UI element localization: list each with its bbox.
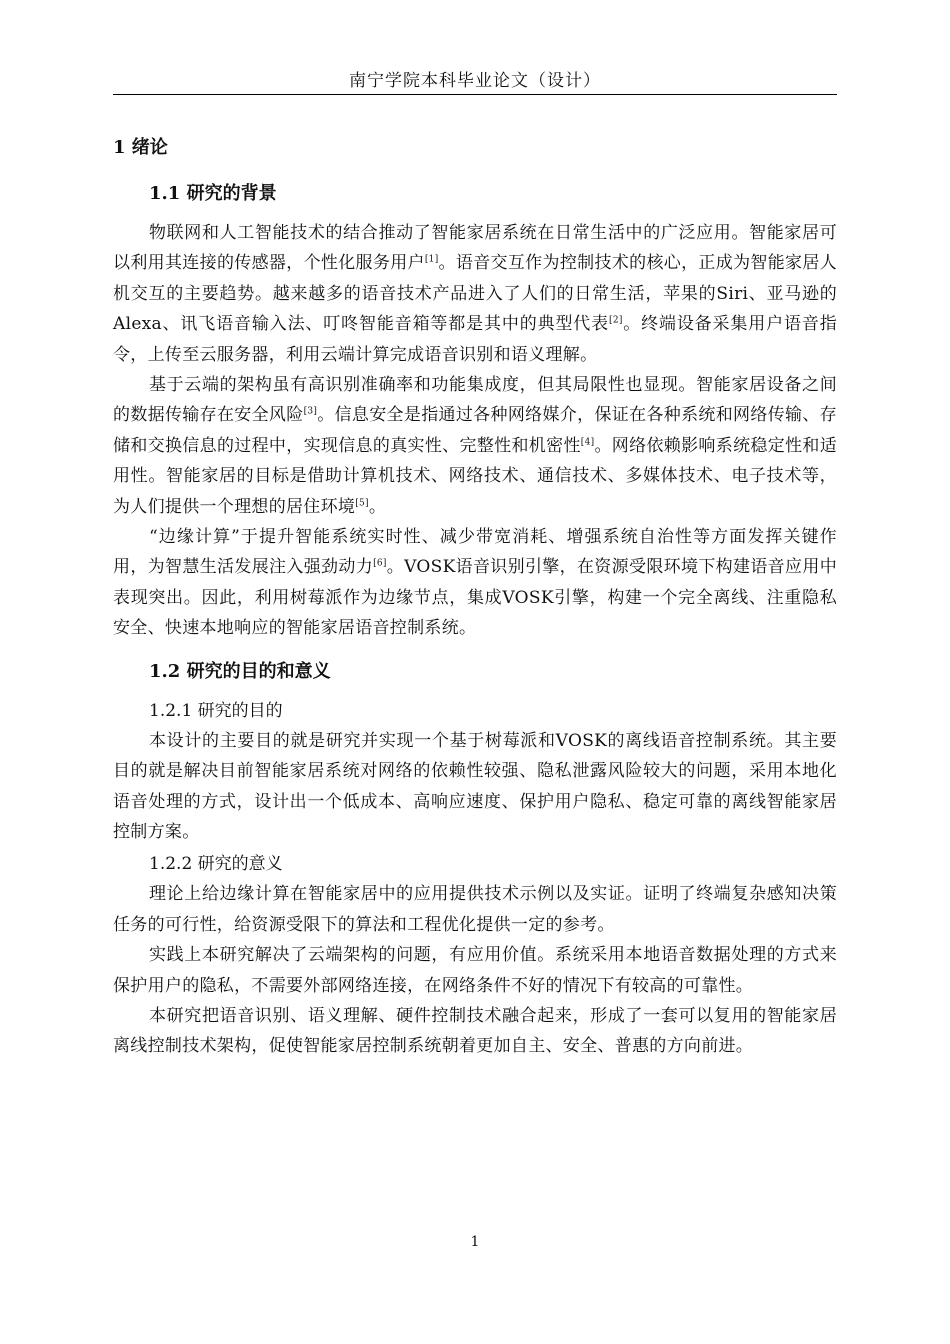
subsection-title-1-2-2: 1.2.2 研究的意义: [149, 854, 283, 875]
header-rule: [113, 94, 837, 95]
paragraph-significance-2: 实践上本研究解决了云端架构的问题，有应用价值。系统采用本地语音数据处理的方式来保护用户的隐私，不需要外部网络连接，在网络条件不好的情况下有较高的可靠性。: [113, 945, 837, 996]
para-text: 。终端设备采集用户语音指令，上传至云服务器，利用云端计算完成语音识别和语义理解。: [113, 314, 837, 365]
subsection-title-1-2-1: 1.2.1 研究的目的: [149, 700, 283, 721]
running-header: 南宁学院本科毕业论文（设计）: [349, 71, 601, 91]
para-text: 。语音交互作为控制技术的核心，正成为智能家居人机交互的主要趋势。越来越多的语音技术产品进入了人们的日常生活，苹果的Siri、亚马逊的Alexa、讯飞语音输入法、叮咚智能音箱等都是其中的典型代表: [113, 253, 837, 335]
paragraph-background-1: [113, 218, 837, 370]
citation-3: [3]: [303, 406, 318, 417]
citation-4: [4]: [580, 437, 595, 448]
para-text: 物联网和人工智能技术的结合推动了智能家居系统在日常生活中的广泛应用。智能家居可以利用其连接的传感器，个性化服务用户: [113, 223, 837, 274]
para-text: 。VOSK语音识别引擎，在资源受限环境下构建语音应用中表现突出。因此，利用树莓派作为边缘节点，集成VOSK引擎，构建一个完全离线、注重隐私安全、快速本地响应的智能家居语音控制系统。: [113, 557, 837, 639]
citation-1: [1]: [424, 254, 439, 265]
para-text: “边缘计算”于提升智能系统实时性、减少带宽消耗、增强系统自治性等方面发挥关键作用，为智慧生活发展注入强劲动力: [113, 527, 837, 578]
para-text: 。: [368, 496, 387, 517]
section-title-1-2: 1.2 研究的目的和意义: [149, 660, 331, 682]
para-text: 基于云端的架构虽有高识别准确率和功能集成度，但其局限性也显现。智能家居设备之间的数据传输存在安全风险: [113, 375, 837, 426]
paragraph-significance-3: 本研究把语音识别、语义理解、硬件控制技术融合起来，形成了一套可以复用的智能家居离线控制技术架构，促使智能家居控制系统朝着更加自主、安全、普惠的方向前进。: [113, 1005, 837, 1057]
paragraph-significance-1: 理论上给边缘计算在智能家居中的应用提供技术示例以及实证。证明了终端复杂感知决策任务的可行性，给资源受限下的算法和工程优化提供一定的参考。: [113, 884, 837, 935]
citation-6: [6]: [373, 558, 387, 569]
page-body: [113, 126, 837, 1062]
paragraph-background-3: [113, 522, 837, 644]
section-title-1-1: 1.1 研究的背景: [149, 183, 277, 204]
citation-2: [2]: [609, 315, 623, 326]
paragraph-purpose: 本设计的主要目的就是研究并实现一个基于树莓派和VOSK的离线语音控制系统。其主要目的就是解决目前智能家居系统对网络的依赖性较强、隐私泄露风险较大的问题，采用本地化语音处理的方式，设计出一个低成本、高响应速度、保护用户隐私、稳定可靠的离线智能家居控制方案。: [113, 730, 837, 842]
para-text: 。信息安全是指通过各种网络媒介，保证在各种系统和网络传输、存储和交换信息的过程中，实现信息的真实性、完整性和机密性: [113, 405, 837, 456]
paragraph-background-2: [113, 370, 837, 522]
page-number: 1: [470, 1234, 480, 1250]
para-text: 。网络依赖影响系统稳定性和适用性。智能家居的目标是借助计算机技术、网络技术、通信技术、多媒体技术、电子技术等，为人们提供一个理想的居住环境: [113, 435, 837, 517]
citation-5: [5]: [355, 498, 369, 508]
chapter-title: 1 绪论: [113, 137, 168, 158]
